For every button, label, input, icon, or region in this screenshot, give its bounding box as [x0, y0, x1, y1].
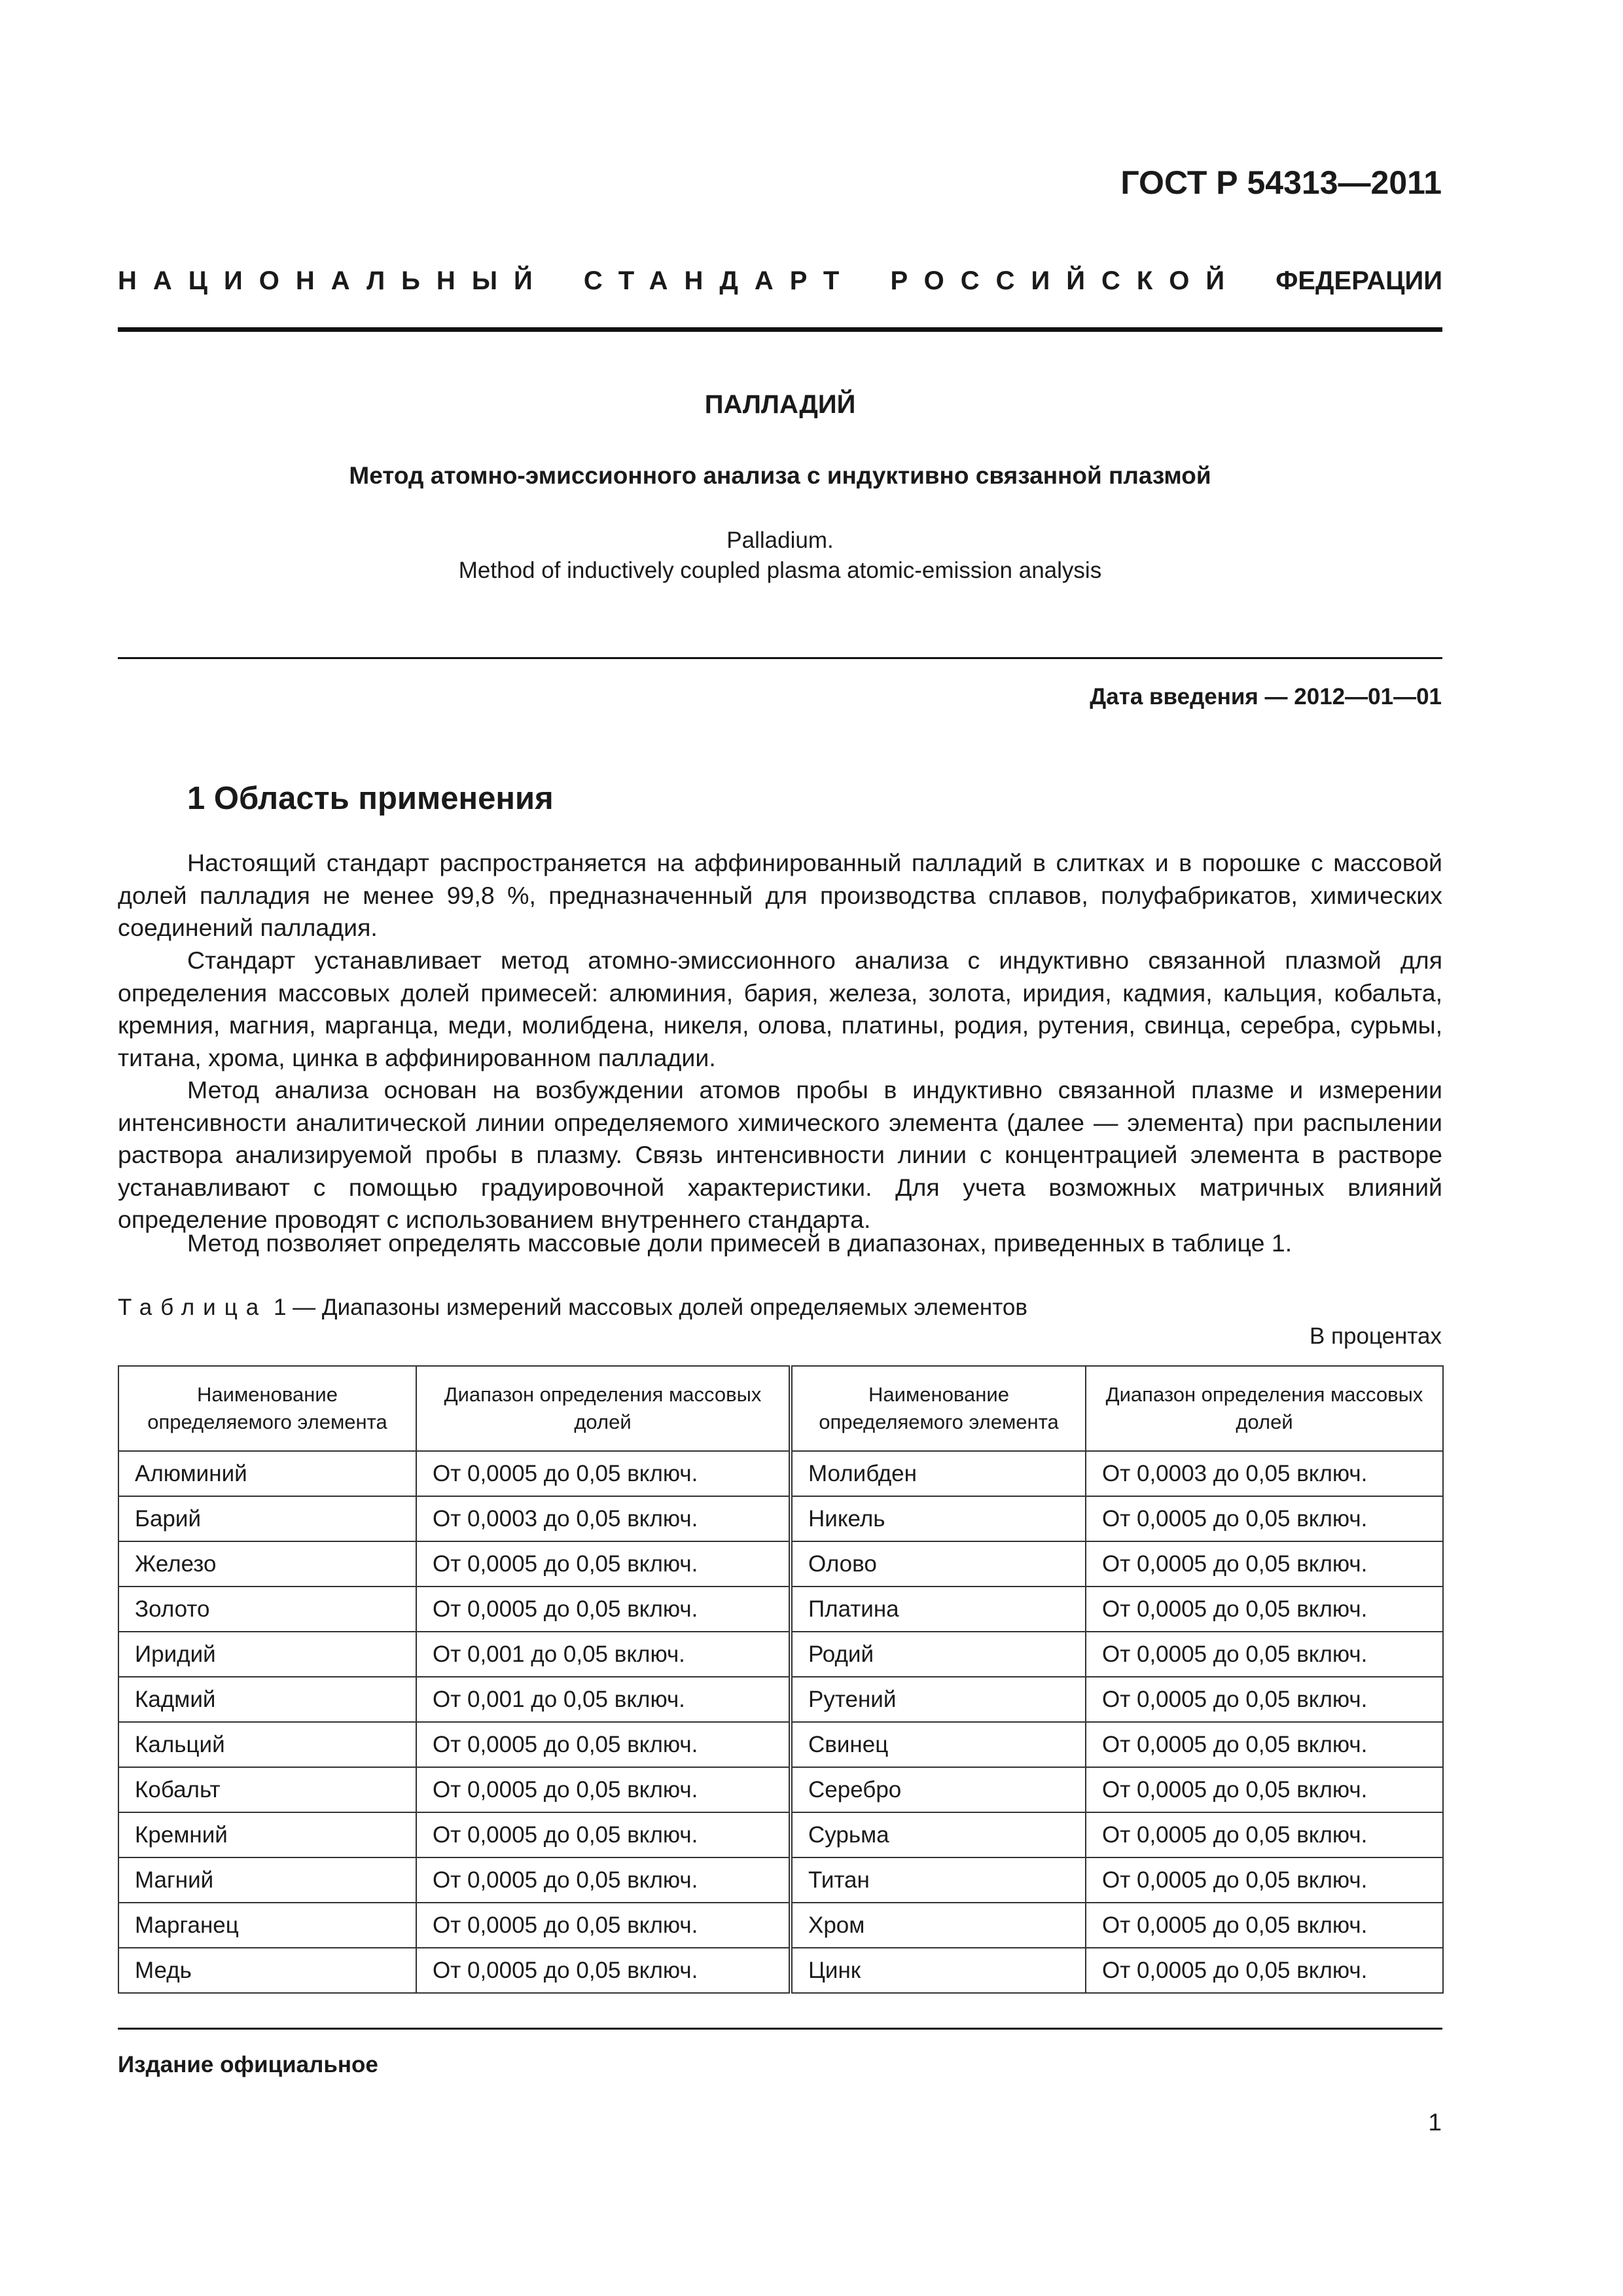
element-name-cell: Молибден [791, 1451, 1086, 1496]
element-name-cell: Кобальт [118, 1767, 416, 1812]
table-header-cell: Наименование определяемого элемента [791, 1366, 1086, 1451]
body-paragraph: Стандарт устанавливает метод атомно-эмиссионного анализа с индуктивно связанной плазмой для определения массовых долей примесей: алюминия, бария, железа, золота, иридия, кадмия, кальция, кобальта, кремния, магния, марганца, меди, молибдена, никеля, олова, платины, родия, рутения, свинца, серебра, сурьмы, титана, хрома, цинка в аффинированном палладии. [118, 946, 1442, 1071]
element-name-cell: Алюминий [118, 1451, 416, 1496]
english-title-line: Method of inductively coupled plasma atomic-emission analysis [458, 558, 1102, 583]
table-row [118, 1632, 1443, 1677]
element-name-cell: Кальций [118, 1722, 416, 1767]
range-cell: От 0,0005 до 0,05 включ. [416, 1948, 791, 1993]
range-cell: От 0,001 до 0,05 включ. [416, 1632, 791, 1677]
range-cell: От 0,0005 до 0,05 включ. [416, 1812, 791, 1857]
element-name-cell: Хром [791, 1903, 1086, 1948]
element-ranges-table [118, 1365, 1444, 1994]
banner-word: СТАНДАРТ [583, 266, 856, 295]
document-title: ПАЛЛАДИЙ [704, 390, 856, 419]
banner-word: РОССИЙСКОЙ [890, 266, 1241, 295]
table-row [118, 1767, 1443, 1812]
banner-word: ФЕДЕРАЦИИ [1275, 266, 1442, 295]
table-row [118, 1903, 1443, 1948]
range-cell: От 0,0005 до 0,05 включ. [1086, 1632, 1443, 1677]
footer-divider [118, 2028, 1442, 2030]
table-body [118, 1451, 1443, 1993]
table-header-cell: Наименование определяемого элемента [118, 1366, 416, 1451]
table-header-cell: Диапазон определения массовых долей [416, 1366, 791, 1451]
header-divider [118, 327, 1442, 332]
table-row [118, 1857, 1443, 1903]
element-name-cell: Олово [791, 1541, 1086, 1587]
range-cell: От 0,0005 до 0,05 включ. [1086, 1587, 1443, 1632]
section-title: 1 Область применения [187, 781, 554, 816]
range-cell: От 0,0005 до 0,05 включ. [416, 1857, 791, 1903]
element-name-cell: Родий [791, 1632, 1086, 1677]
range-cell: От 0,0005 до 0,05 включ. [416, 1451, 791, 1496]
national-standard-banner [118, 266, 1442, 296]
element-name-cell: Магний [118, 1857, 416, 1903]
range-cell: От 0,0005 до 0,05 включ. [1086, 1677, 1443, 1722]
element-name-cell: Медь [118, 1948, 416, 1993]
element-name-cell: Серебро [791, 1767, 1086, 1812]
body-paragraph: Метод анализа основан на возбуждении атомов пробы в индуктивно связанной плазме и измерении интенсивности аналитической линии определяемого химического элемента (далее — элемента) при распылении раствора анализируемой пробы в плазму. Связь интенсивности линии с концентрацией элемента в растворе устанавливают с помощью градуировочной характеристики. Для учета возможных матричных влияний определение проводят с использованием внутреннего стандарта. [118, 1076, 1442, 1234]
range-cell: От 0,0005 до 0,05 включ. [1086, 1767, 1443, 1812]
body-paragraph: Настоящий стандарт распространяется на аффинированный палладий в слитках и в порошке с массовой долей палладия не менее 99,8 %, предназначенный для производства сплавов, полуфабрикатов, химических соединений палладия. [118, 849, 1442, 942]
element-name-cell: Кремний [118, 1812, 416, 1857]
element-name-cell: Платина [791, 1587, 1086, 1632]
table-row [118, 1587, 1443, 1632]
element-name-cell: Свинец [791, 1722, 1086, 1767]
range-cell: От 0,0005 до 0,05 включ. [416, 1587, 791, 1632]
element-name-cell: Барий [118, 1496, 416, 1541]
range-cell: От 0,0005 до 0,05 включ. [1086, 1948, 1443, 1993]
range-cell: От 0,0005 до 0,05 включ. [1086, 1903, 1443, 1948]
table-row [118, 1451, 1443, 1496]
range-cell: От 0,0003 до 0,05 включ. [1086, 1451, 1443, 1496]
range-cell: От 0,0005 до 0,05 включ. [416, 1722, 791, 1767]
element-name-cell: Никель [791, 1496, 1086, 1541]
document-subtitle: Метод атомно-эмиссионного анализа с индуктивно связанной плазмой [349, 462, 1211, 489]
element-name-cell: Марганец [118, 1903, 416, 1948]
range-cell: От 0,0005 до 0,05 включ. [1086, 1722, 1443, 1767]
table-units: В процентах [1309, 1323, 1442, 1349]
table-caption-label: Таблица [118, 1295, 268, 1320]
element-name-cell: Цинк [791, 1948, 1086, 1993]
element-name-cell: Рутений [791, 1677, 1086, 1722]
table-row [118, 1948, 1443, 1993]
page-number: 1 [1428, 2109, 1442, 2136]
table-row [118, 1722, 1443, 1767]
range-cell: От 0,0005 до 0,05 включ. [416, 1903, 791, 1948]
banner-word: НАЦИОНАЛЬНЫЙ [118, 266, 549, 295]
table-row [118, 1812, 1443, 1857]
range-cell: От 0,0005 до 0,05 включ. [1086, 1541, 1443, 1587]
range-cell: От 0,0005 до 0,05 включ. [416, 1767, 791, 1812]
element-name-cell: Кадмий [118, 1677, 416, 1722]
table-header-row [118, 1366, 1443, 1451]
document-id: ГОСТ Р 54313—2011 [1120, 164, 1442, 201]
range-cell: От 0,0005 до 0,05 включ. [416, 1541, 791, 1587]
table-row [118, 1677, 1443, 1722]
element-name-cell: Титан [791, 1857, 1086, 1903]
element-name-cell: Иридий [118, 1632, 416, 1677]
introduction-date: Дата введения — 2012—01—01 [1090, 684, 1442, 709]
title-divider [118, 657, 1442, 659]
table-header-cell: Диапазон определения массовых долей [1086, 1366, 1443, 1451]
table-row [118, 1496, 1443, 1541]
range-cell: От 0,0005 до 0,05 включ. [1086, 1857, 1443, 1903]
table-caption-text: — Диапазоны измерений массовых долей определяемых элементов [293, 1295, 1027, 1320]
element-name-cell: Железо [118, 1541, 416, 1587]
element-name-cell: Золото [118, 1587, 416, 1632]
element-name-cell: Сурьма [791, 1812, 1086, 1857]
range-cell: От 0,001 до 0,05 включ. [416, 1677, 791, 1722]
body-paragraph: Метод позволяет определять массовые доли примесей в диапазонах, приведенных в таблице 1. [187, 1229, 1293, 1257]
english-title-line: Palladium. [726, 528, 834, 553]
table-caption [118, 1295, 1027, 1321]
official-edition-label: Издание официальное [118, 2052, 378, 2077]
range-cell: От 0,0003 до 0,05 включ. [416, 1496, 791, 1541]
range-cell: От 0,0005 до 0,05 включ. [1086, 1496, 1443, 1541]
table-caption-number: 1 [273, 1295, 287, 1320]
table-row [118, 1541, 1443, 1587]
range-cell: От 0,0005 до 0,05 включ. [1086, 1812, 1443, 1857]
